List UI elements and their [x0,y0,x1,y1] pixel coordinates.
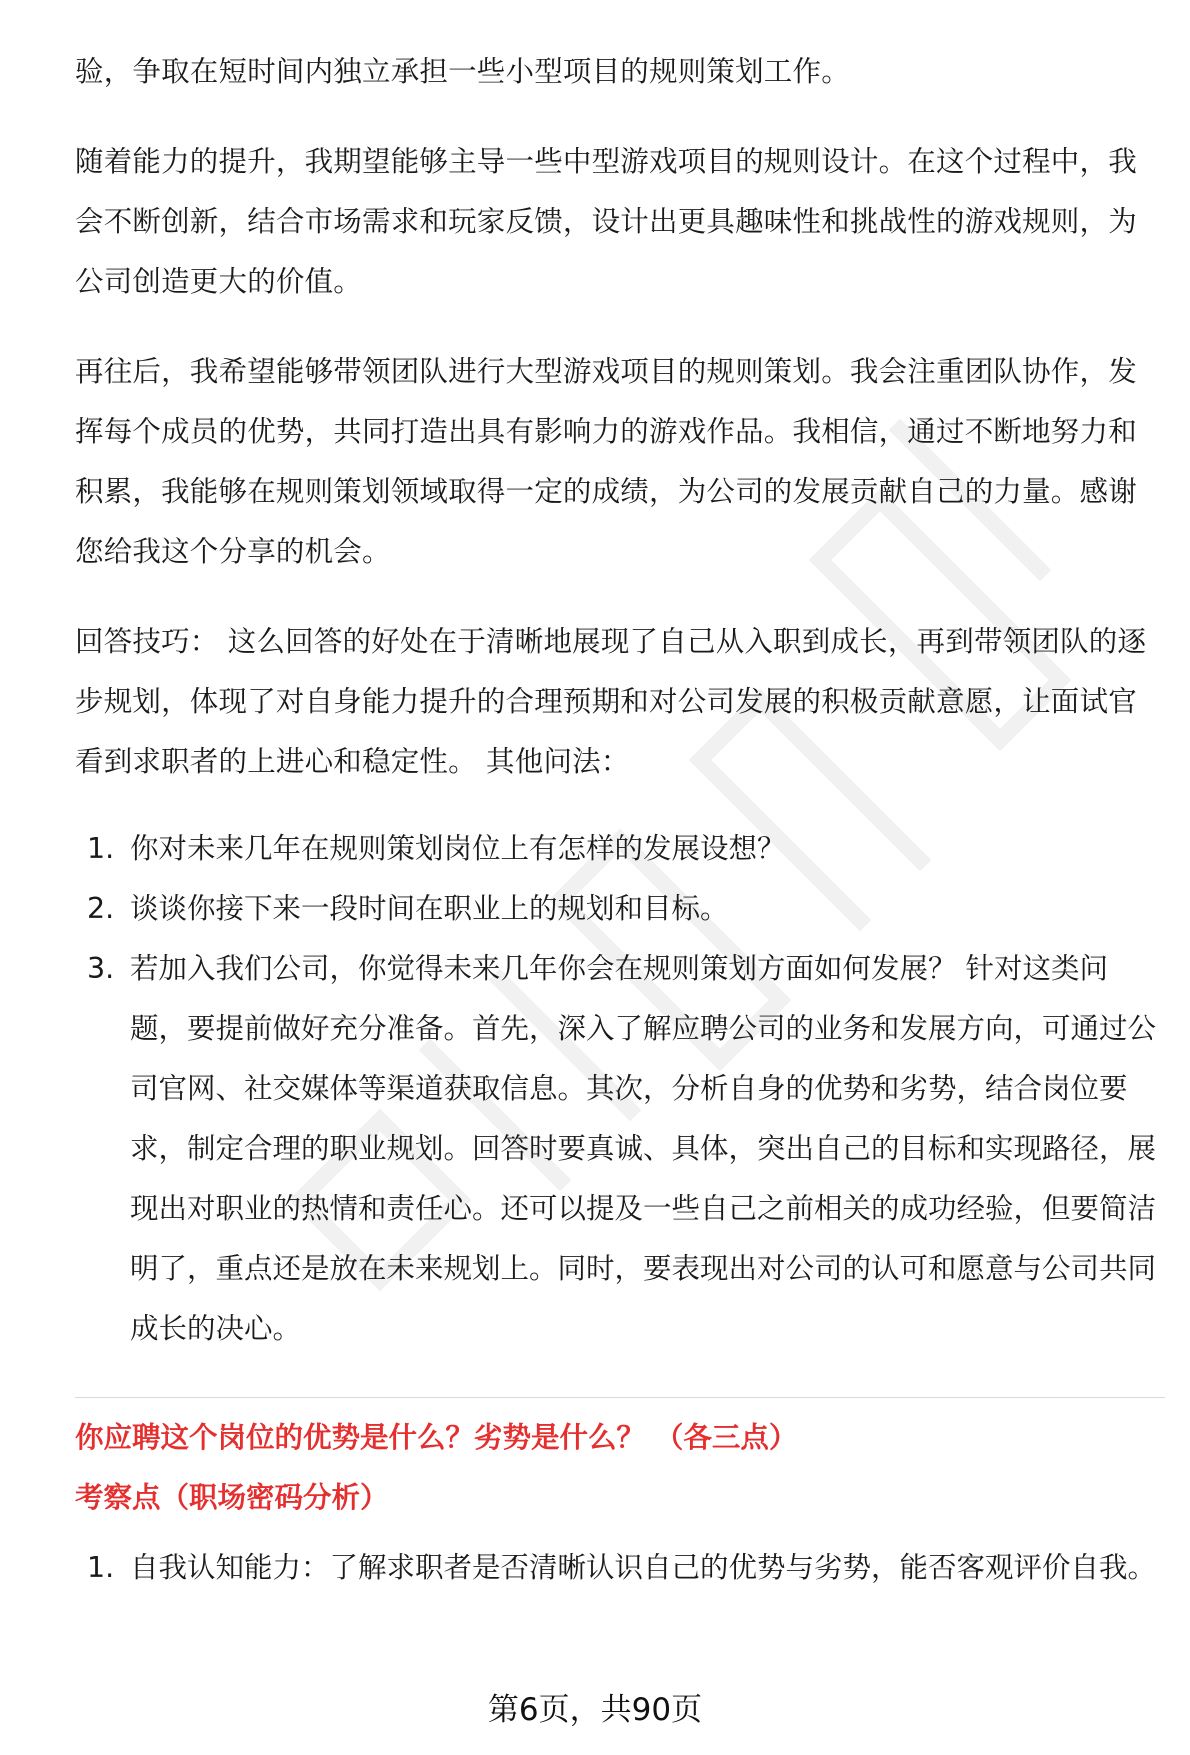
list-number: 1. [87,1551,115,1584]
paragraph-answer-tips: 回答技巧： 这么回答的好处在于清晰地展现了自己从入职到成长，再到带领团队的逐步规划，体现了对自身能力提升的合理预期和对公司发展的积极贡献意愿，让面试官看到求职者的上进心和稳定性。 其他问法： [75,625,1147,778]
list-number: 2. [87,892,115,925]
section-divider [75,1397,1165,1398]
list-item [75,819,1165,879]
exam-point-title: 考察点（职场密码分析） [75,1481,389,1514]
list-item [75,939,1165,1359]
main-content [75,42,1165,1598]
page-number-footer: 第6页，共90页 [487,1692,703,1728]
paragraph-continuation: 验，争取在短时间内独立承担一些小型项目的规则策划工作。 [75,55,850,88]
exam-points-list [75,1538,1165,1598]
list-number: 1. [87,832,115,865]
list-item-text: 自我认知能力：了解求职者是否清晰认识自己的优势与劣势，能否客观评价自我。 [130,1551,1157,1584]
other-questions-list [75,819,1165,1359]
list-number: 3. [87,952,115,985]
list-item-text: 你对未来几年在规则策划岗位上有怎样的发展设想？ [130,832,786,865]
question-title: 你应聘这个岗位的优势是什么？劣势是什么？ （各三点） [75,1421,798,1454]
list-item-text: 若加入我们公司，你觉得未来几年你会在规则策划方面如何发展？ 针对这类问题，要提前做好充分准备。首先，深入了解应聘公司的业务和发展方向，可通过公司官网、社交媒体等渠道获取信息。其次，分析自身的优势和劣势，结合岗位要求，制定合理的职业规划。回答时要真诚、具体，突出自己的目标和实现路径，展现出对职业的热情和责任心。还可以提及一些自己之前相关的成功经验，但要简洁明了，重点还是放在未来规划上。同时，要表现出对公司的认可和愿意与公司共同成长的决心。 [130,952,1157,1345]
list-item-text: 谈谈你接下来一段时间在职业上的规划和目标。 [130,892,729,925]
list-item [75,879,1165,939]
list-item [75,1538,1165,1598]
paragraph-leadership: 再往后，我希望能够带领团队进行大型游戏项目的规则策划。我会注重团队协作，发挥每个成员的优势，共同打造出具有影响力的游戏作品。我相信，通过不断地努力和积累，我能够在规则策划领域取得一定的成绩，为公司的发展贡献自己的力量。感谢您给我这个分享的机会。 [75,355,1137,568]
paragraph-growth: 随着能力的提升，我期望能够主导一些中型游戏项目的规则设计。在这个过程中，我会不断创新，结合市场需求和玩家反馈，设计出更具趣味性和挑战性的游戏规则，为公司创造更大的价值。 [75,145,1137,298]
